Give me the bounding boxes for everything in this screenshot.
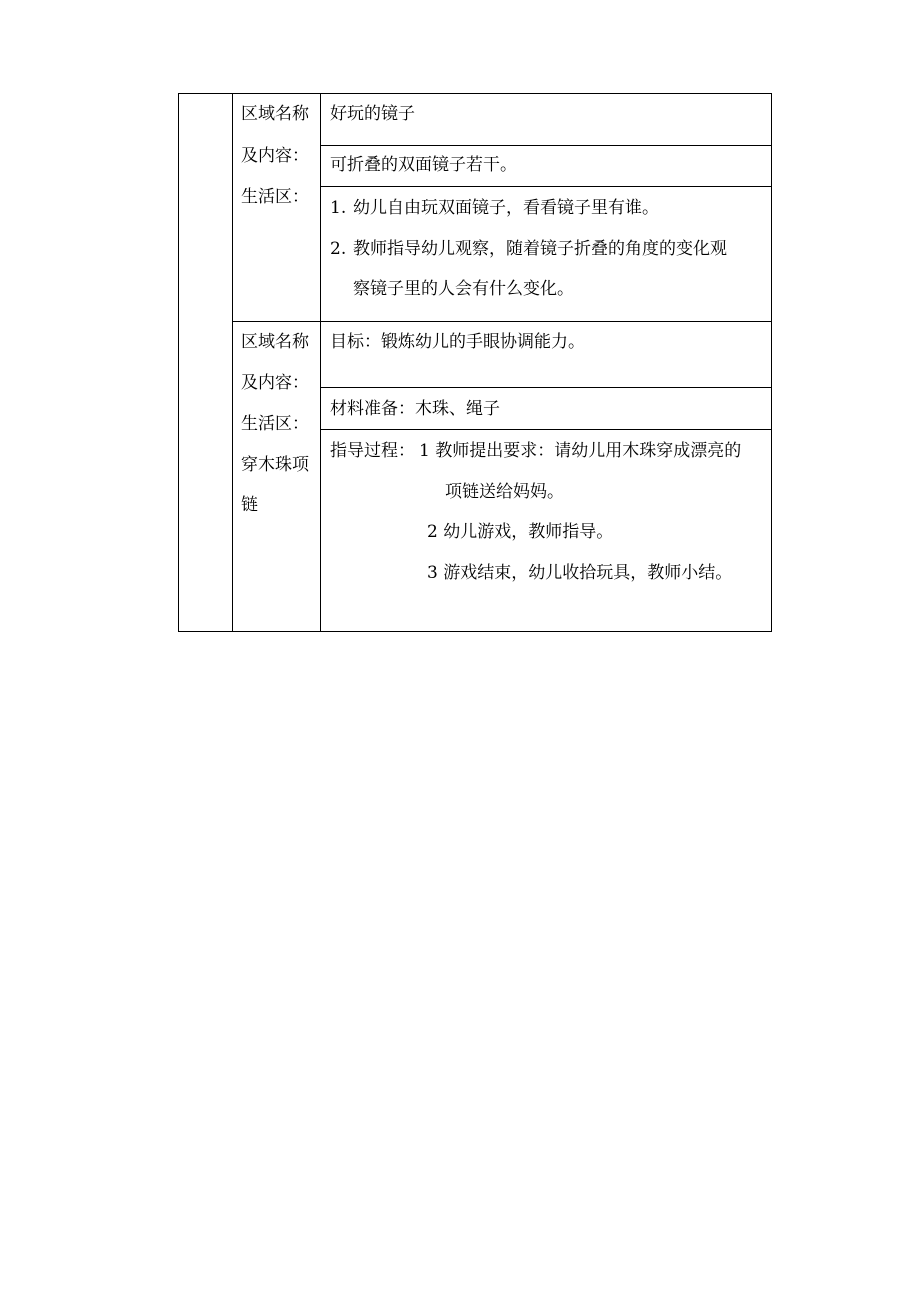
process-step: 1 教师提出要求：请幼儿用木珠穿成漂亮的 xyxy=(419,441,742,461)
table-border-top xyxy=(178,93,772,94)
step-text-continued: 察镜子里的人会有什么变化。 xyxy=(353,279,574,299)
label-line: 区域名称 xyxy=(241,332,309,352)
table-column-divider-1 xyxy=(232,93,233,632)
process-step: 3 游戏结束，幼儿收拾玩具，教师小结。 xyxy=(427,563,733,583)
materials: 材料准备：木珠、绳子 xyxy=(330,399,500,419)
goal: 目标：锻炼幼儿的手眼协调能力。 xyxy=(330,332,585,352)
process-step-continued: 项链送给妈妈。 xyxy=(445,482,564,502)
table-border-bottom xyxy=(178,631,772,632)
table-border-right xyxy=(771,93,772,632)
label-line: 生活区： xyxy=(241,187,309,207)
step-text: 幼儿自由玩双面镜子，看看镜子里有谁。 xyxy=(353,198,659,218)
table-column-divider-2 xyxy=(320,93,321,632)
row-divider xyxy=(320,145,772,146)
table-border-left xyxy=(178,93,179,632)
label-line: 及内容： xyxy=(241,373,309,393)
step-text: 教师指导幼儿观察，随着镜子折叠的角度的变化观 xyxy=(353,239,727,259)
process-step: 2 幼儿游戏，教师指导。 xyxy=(427,522,614,542)
section-divider xyxy=(232,321,772,322)
label-line: 穿木珠项 xyxy=(241,455,309,475)
materials: 可折叠的双面镜子若干。 xyxy=(330,155,517,175)
process-label: 指导过程： xyxy=(330,441,415,461)
area-name: 好玩的镜子 xyxy=(330,104,415,124)
step-number: 1. xyxy=(330,198,347,218)
row-divider xyxy=(320,186,772,187)
label-line: 生活区： xyxy=(241,414,309,434)
label-line: 链 xyxy=(241,495,258,515)
step-number: 2. xyxy=(330,239,347,259)
row-divider xyxy=(320,429,772,430)
label-line: 区域名称 xyxy=(241,104,309,124)
row-divider xyxy=(320,387,772,388)
label-line: 及内容： xyxy=(241,146,309,166)
